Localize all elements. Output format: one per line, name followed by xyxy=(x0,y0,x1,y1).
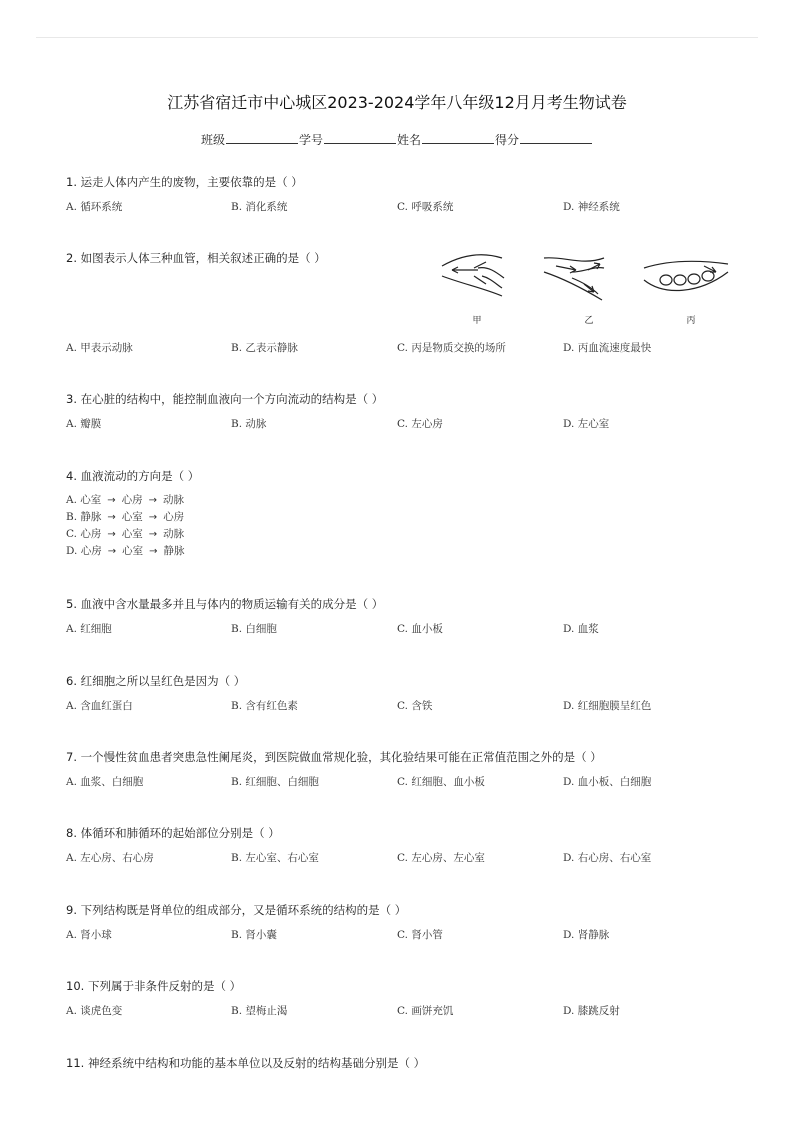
option-c[interactable]: C. 呼吸系统 xyxy=(397,201,454,213)
question-stem: 1. 运走人体内产生的废物，主要依靠的是（ ） xyxy=(66,175,303,189)
question-10 xyxy=(66,978,754,1019)
student-info-line xyxy=(0,131,794,148)
arrow-right-icon: → xyxy=(148,512,158,523)
arrow-right-icon: → xyxy=(148,495,158,506)
id-blank[interactable] xyxy=(324,131,396,144)
question-4 xyxy=(66,468,754,560)
question-2-options xyxy=(66,340,754,356)
figure-label-bing: 丙 xyxy=(686,316,696,326)
vessel-bing-drawing xyxy=(644,261,728,290)
option-b[interactable]: B. 消化系统 xyxy=(231,201,288,213)
figure-label-jia: 甲 xyxy=(472,316,482,326)
option-a[interactable]: A. 左心房、右心房 xyxy=(66,852,154,864)
blood-vessel-figure xyxy=(438,248,738,308)
option-c[interactable]: C. 心房 → 心室 → 动脉 xyxy=(66,528,185,540)
option-a[interactable]: A. 含血红蛋白 xyxy=(66,700,133,712)
arrow-right-icon: → xyxy=(107,529,116,540)
question-stem: 9. 下列结构既是肾单位的组成部分，又是循环系统的结构的是（ ） xyxy=(66,903,407,917)
option-c[interactable]: C. 血小板 xyxy=(397,623,443,635)
option-b[interactable]: B. 乙表示静脉 xyxy=(231,342,298,354)
option-b[interactable]: B. 红细胞、白细胞 xyxy=(231,776,319,788)
option-a[interactable]: A. 瓣膜 xyxy=(66,418,102,430)
option-b[interactable]: B. 望梅止渴 xyxy=(231,1005,288,1017)
option-a[interactable]: A. 红细胞 xyxy=(66,623,112,635)
option-d[interactable]: D. 红细胞膜呈红色 xyxy=(563,700,652,712)
page-title: 江苏省宿迁市中心城区2023-2024学年八年级12月月考生物试卷 xyxy=(167,93,627,112)
question-11 xyxy=(66,1055,754,1071)
option-b[interactable]: B. 动脉 xyxy=(231,418,267,430)
question-stem: 10. 下列属于非条件反射的是（ ） xyxy=(66,979,242,993)
score-blank[interactable] xyxy=(520,131,592,144)
option-c[interactable]: C. 画饼充饥 xyxy=(397,1005,454,1017)
name-label: 姓名 xyxy=(397,133,422,147)
question-6 xyxy=(66,673,754,714)
option-c[interactable]: C. 左心房、左心室 xyxy=(397,852,485,864)
option-c[interactable]: C. 丙是物质交换的场所 xyxy=(397,342,506,354)
option-c[interactable]: C. 含铁 xyxy=(397,700,433,712)
option-d[interactable]: D. 右心房、右心室 xyxy=(563,852,652,864)
name-blank[interactable] xyxy=(422,131,494,144)
score-label: 得分 xyxy=(495,133,520,147)
option-d[interactable]: D. 膝跳反射 xyxy=(563,1005,620,1017)
option-a[interactable]: A. 甲表示动脉 xyxy=(66,342,133,354)
question-9 xyxy=(66,902,754,943)
option-a[interactable]: A. 谈虎色变 xyxy=(66,1005,123,1017)
question-3 xyxy=(66,391,754,432)
option-d[interactable]: D. 左心室 xyxy=(563,418,610,430)
question-stem: 2. 如图表示人体三种血管，相关叙述正确的是（ ） xyxy=(66,251,326,265)
option-a[interactable]: A. 心室 → 心房 → 动脉 xyxy=(66,494,185,506)
question-8 xyxy=(66,825,754,866)
question-stem: 8. 体循环和肺循环的起始部位分别是（ ） xyxy=(66,826,280,840)
option-b[interactable]: B. 肾小囊 xyxy=(231,929,277,941)
class-blank[interactable] xyxy=(226,131,298,144)
option-c[interactable]: C. 肾小管 xyxy=(397,929,443,941)
option-d[interactable]: D. 肾静脉 xyxy=(563,929,610,941)
question-5 xyxy=(66,596,754,637)
question-7 xyxy=(66,749,754,790)
question-stem: 5. 血液中含水量最多并且与体内的物质运输有关的成分是（ ） xyxy=(66,597,384,611)
arrow-right-icon: → xyxy=(107,546,117,557)
vessel-jia-drawing xyxy=(442,255,504,296)
header-divider xyxy=(36,37,758,38)
question-stem: 6. 红细胞之所以呈红色是因为（ ） xyxy=(66,674,246,688)
option-d[interactable]: D. 血浆 xyxy=(563,623,599,635)
option-b[interactable]: B. 左心室、右心室 xyxy=(231,852,319,864)
question-stem: 3. 在心脏的结构中，能控制血液向一个方向流动的结构是（ ） xyxy=(66,392,384,406)
option-b[interactable]: B. 静脉 → 心室 → 心房 xyxy=(66,511,185,523)
class-label: 班级 xyxy=(200,133,225,147)
option-c[interactable]: C. 左心房 xyxy=(397,418,443,430)
question-stem: 7. 一个慢性贫血患者突患急性阑尾炎，到医院做血常规化验，其化验结果可能在正常值范围之外的是（ ） xyxy=(66,750,602,764)
option-c[interactable]: C. 红细胞、血小板 xyxy=(397,776,485,788)
option-a[interactable]: A. 肾小球 xyxy=(66,929,112,941)
arrow-right-icon: → xyxy=(148,529,158,540)
arrow-right-icon: → xyxy=(107,495,116,506)
option-a[interactable]: A. 血浆、白细胞 xyxy=(66,776,144,788)
id-label: 学号 xyxy=(298,133,323,147)
arrow-right-icon: → xyxy=(149,546,158,557)
option-b[interactable]: B. 白细胞 xyxy=(231,623,277,635)
question-stem: 11. 神经系统中结构和功能的基本单位以及反射的结构基础分别是（ ） xyxy=(66,1056,426,1070)
option-d[interactable]: D. 丙血流速度最快 xyxy=(563,342,652,354)
vessel-yi-drawing xyxy=(544,258,604,300)
option-a[interactable]: A. 循环系统 xyxy=(66,201,123,213)
question-1 xyxy=(66,174,754,215)
figure-label-yi: 乙 xyxy=(584,316,594,326)
option-b[interactable]: B. 含有红色素 xyxy=(231,700,298,712)
question-stem: 4. 血液流动的方向是（ ） xyxy=(66,469,200,483)
arrow-right-icon: → xyxy=(107,512,116,523)
option-d[interactable]: D. 神经系统 xyxy=(563,201,620,213)
option-d[interactable]: D. 血小板、白细胞 xyxy=(563,776,652,788)
option-d[interactable]: D. 心房 → 心室 → 静脉 xyxy=(66,545,185,557)
